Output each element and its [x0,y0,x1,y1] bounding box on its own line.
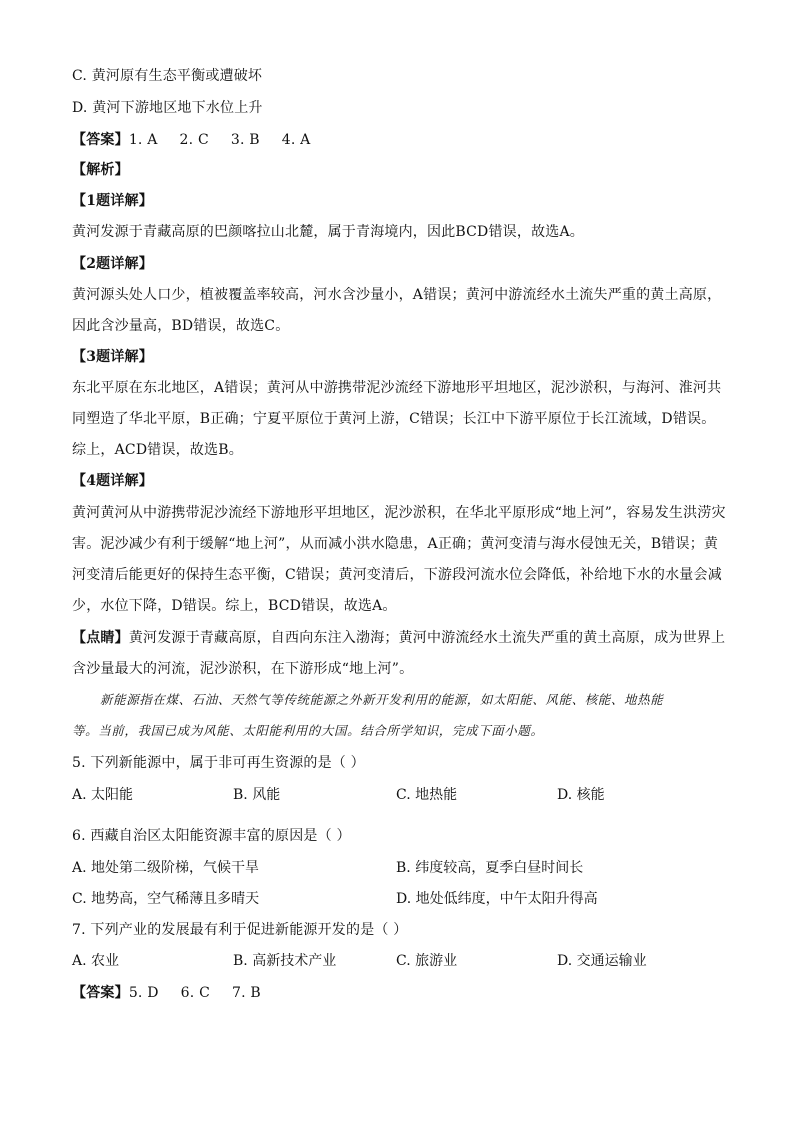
answer-tag: 【答案】 [72,985,129,1001]
prev-option-d: D. 黄河下游地区地下水位上升 [72,100,263,116]
q7-option-a: A. 农业 [72,953,120,969]
answer-tag: 【答案】 [72,132,129,148]
q2-tag: 【2题详解】 [72,256,153,272]
q3-text-line: 东北平原在东北地区，A错误；黄河从中游携带泥沙流经下游地形平坦地区，泥沙淤积，与海河、淮河共 [72,380,722,396]
q4-tag: 【4题详解】 [72,473,153,489]
q7-option-b: B. 高新技术产业 [233,953,337,969]
answer-1-4 [72,130,722,150]
q2-text-line: 因此含沙量高，BD错误，故选C。 [72,318,290,334]
passage-line: 等。当前，我国已成为风能、太阳能利用的大国。结合所学知识，完成下面小题。 [72,723,544,738]
q3-text-line: 综上，ACD错误，故选B。 [72,442,243,458]
q6-stem: 6. 西藏自治区太阳能资源丰富的原因是（ ） [72,828,351,844]
q1-text-line: 黄河发源于青藏高原的巴颜喀拉山北麓，属于青海境内，因此BCD错误，故选A。 [72,224,584,240]
q7-option-c: C. 旅游业 [396,953,458,969]
prev-option-c: C. 黄河原有生态平衡或遭破坏 [72,68,263,84]
q2-text-line: 黄河源头处人口少，植被覆盖率较高，河水含沙量小，A错误；黄河中游流经水土流失严重的黄土高原， [72,287,722,303]
q6-option-c: C. 地势高，空气稀薄且多晴天 [72,891,260,907]
tip-text-line: 含沙量最大的河流，泥沙淤积，在下游形成“地上河”。 [72,661,414,677]
answer-item: 2. C [179,132,209,148]
tip-tag: 【点睛】 [72,630,129,646]
q3-tag: 【3题详解】 [72,349,153,365]
q5-option-b: B. 风能 [233,787,281,803]
q4-text-line: 河变清后能更好的保持生态平衡，C错误；黄河变清后，下游段河流水位会降低，补给地下水的水量会减 [72,567,722,583]
q1-tag: 【1题详解】 [72,193,153,209]
q7-option-d: D. 交通运输业 [557,953,647,969]
answer-item: 5. D [128,985,159,1001]
q3-text-line: 同塑造了华北平原，B正确；宁夏平原位于黄河上游，C错误；长江中下游平原位于长江流域，D错误。 [72,411,716,427]
tip-line [72,628,726,648]
answer-item: 7. B [231,985,261,1001]
tip-text: 黄河发源于青藏高原，自西向东注入渤海；黄河中游流经水土流失严重的黄土高原，成为世界上 [128,630,726,646]
q6-option-a: A. 地处第二级阶梯，气候干旱 [72,860,260,876]
q7-stem: 7. 下列产业的发展最有利于促进新能源开发的是（ ） [72,922,408,938]
q4-text-line: 少，水位下降，D错误。综上，BCD错误，故选A。 [72,598,397,614]
q4-text-line: 黄河黄河从中游携带泥沙流经下游地形平坦地区，泥沙淤积，在华北平原形成“地上河”，容易发生洪涝灾 [72,505,726,521]
answer-5-7 [72,983,722,1003]
q5-stem: 5. 下列新能源中，属于非可再生资源的是（ ） [72,755,365,771]
q5-option-d: D. 核能 [557,787,605,803]
q6-option-b: B. 纬度较高，夏季白昼时间长 [396,860,584,876]
answer-item: 1. A [128,132,158,148]
answer-item: 4. A [281,132,311,148]
answer-item: 3. B [230,132,260,148]
q5-option-a: A. 太阳能 [72,787,134,803]
answer-item: 6. C [180,985,210,1001]
q4-text-line: 害。泥沙减少有利于缓解“地上河”，从而减小洪水隐患，A正确；黄河变清与海水侵蚀无关，B错误；黄 [72,536,719,552]
analysis-tag: 【解析】 [72,162,129,178]
q5-option-c: C. 地热能 [396,787,458,803]
passage-line: 新能源指在煤、石油、天然气等传统能源之外新开发利用的能源，如太阳能、风能、核能、地热能 [100,692,664,707]
q6-option-d: D. 地处低纬度，中午太阳升得高 [396,891,598,907]
